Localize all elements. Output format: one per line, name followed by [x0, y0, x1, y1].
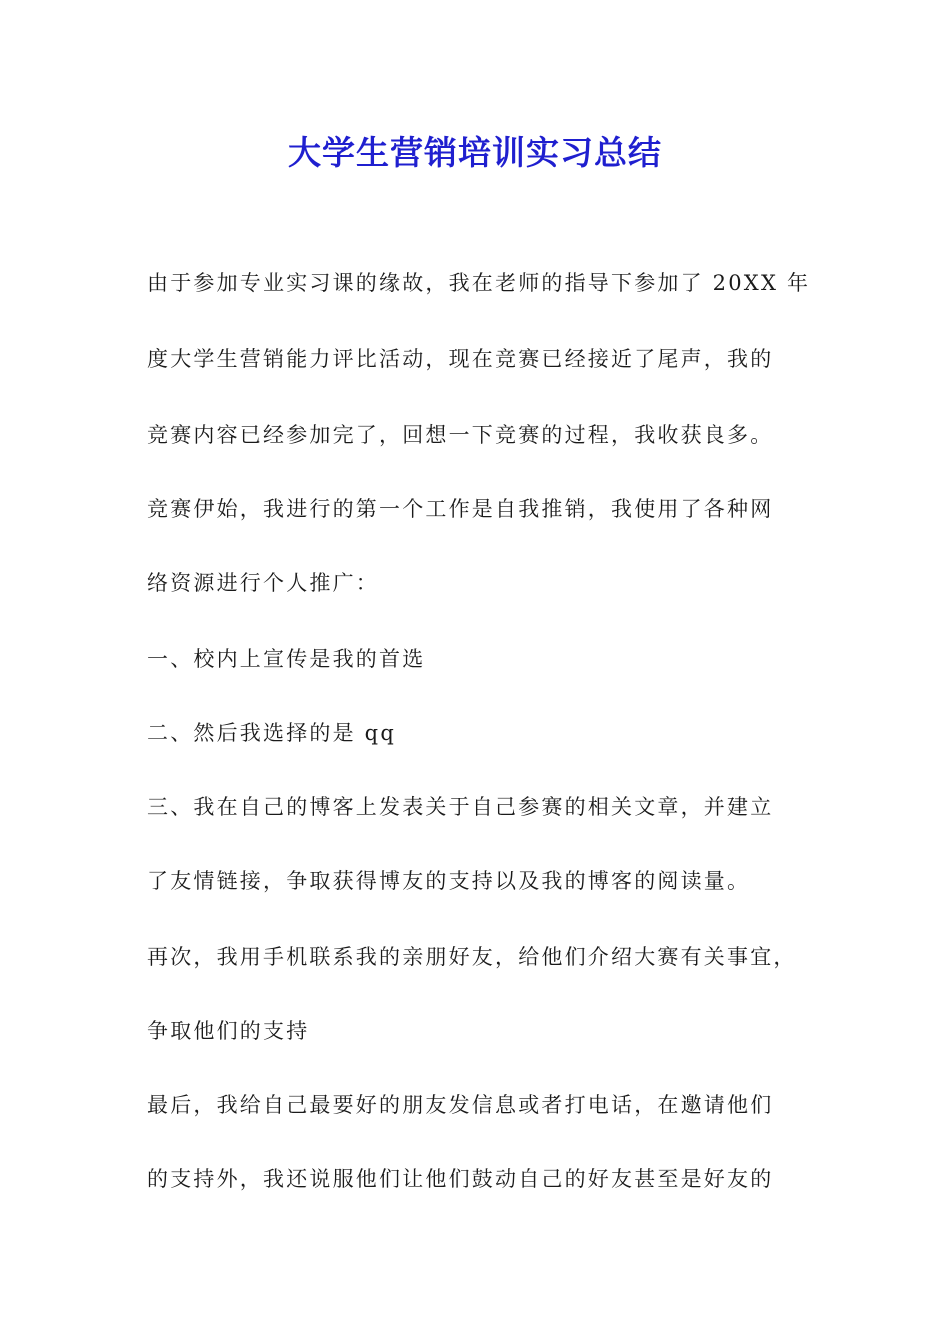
body-line: 三、我在自己的博客上发表关于自己参赛的相关文章，并建立 [147, 795, 774, 819]
body-line: 一、校内上宣传是我的首选 [147, 647, 426, 671]
body-line: 最后，我给自己最要好的朋友发信息或者打电话，在邀请他们 [147, 1093, 774, 1117]
body-line: 络资源进行个人推广： [147, 571, 379, 595]
body-line: 二、然后我选择的是 qq [147, 721, 396, 745]
body-line: 竞赛伊始，我进行的第一个工作是自我推销，我使用了各种网 [147, 497, 774, 521]
body-line: 度大学生营销能力评比活动，现在竞赛已经接近了尾声，我的 [147, 347, 774, 371]
body-line: 的支持外，我还说服他们让他们鼓动自己的好友甚至是好友的 [147, 1167, 774, 1191]
body-line: 竞赛内容已经参加完了，回想一下竞赛的过程，我收获良多。 [147, 423, 774, 447]
body-line: 了友情链接，争取获得博友的支持以及我的博客的阅读量。 [147, 869, 751, 893]
document-title: 大学生营销培训实习总结 [288, 133, 662, 172]
body-line: 由于参加专业实习课的缘故，我在老师的指导下参加了 20XX 年 [147, 271, 811, 295]
body-line: 争取他们的支持 [147, 1019, 310, 1043]
body-line: 再次，我用手机联系我的亲朋好友，给他们介绍大赛有关事宜， [147, 945, 797, 969]
